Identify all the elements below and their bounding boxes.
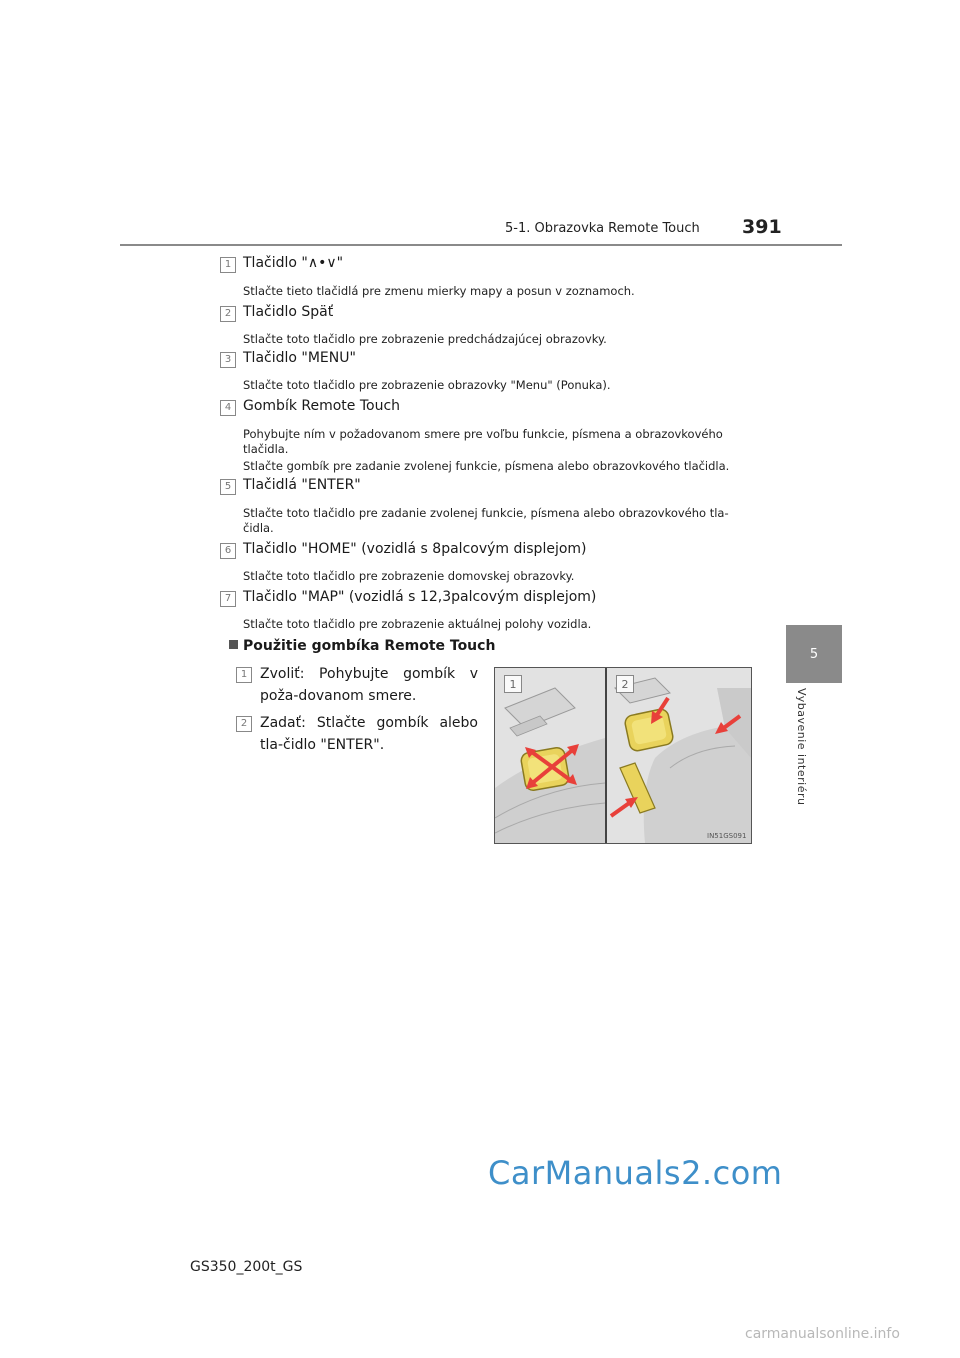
section-heading-text: Použitie gombíka Remote Touch bbox=[243, 638, 496, 654]
item-number-4: 4 bbox=[220, 400, 236, 416]
item-desc-4: Pohybujte ním v požadovanom smere pre voľbu funkcie, písmena a obrazovkového tlačidla. bbox=[243, 427, 723, 456]
item-desc-3: Stlačte toto tlačidlo pre zobrazenie obrazovky "Menu" (Ponuka). bbox=[243, 378, 611, 392]
item-title-5: Tlačidlá "ENTER" bbox=[243, 477, 361, 493]
page-number: 391 bbox=[742, 216, 782, 238]
figure-code: IN51GS091 bbox=[707, 832, 747, 840]
figure-label-1: 1 bbox=[504, 675, 522, 693]
chapter-title: Vybavenie interiéru bbox=[795, 688, 808, 806]
item-title-3: Tlačidlo "MENU" bbox=[243, 350, 356, 366]
step-text-2: Zadať: Stlačte gombík alebo tla-čidlo "ENTER". bbox=[260, 715, 478, 753]
square-bullet-icon bbox=[229, 640, 238, 649]
item-number-2: 2 bbox=[220, 306, 236, 322]
item-title-4: Gombík Remote Touch bbox=[243, 398, 401, 414]
header-rule bbox=[120, 244, 842, 246]
item-number-7: 7 bbox=[220, 591, 236, 607]
watermark-carmanualsonline[interactable]: carmanualsonline.info bbox=[745, 1326, 900, 1342]
section-title: 5-1. Obrazovka Remote Touch bbox=[505, 221, 700, 236]
remote-touch-figure bbox=[494, 667, 752, 844]
item-number-3: 3 bbox=[220, 352, 236, 368]
step-number-1: 1 bbox=[236, 667, 252, 683]
item-title-7: Tlačidlo "MAP" (vozidlá s 12,3palcovým displejom) bbox=[243, 589, 597, 605]
item-title-2: Tlačidlo Späť bbox=[243, 304, 334, 320]
item-desc-4b: Stlačte gombík pre zadanie zvolenej funkcie, písmena alebo obrazovkového tlačidla. bbox=[243, 459, 730, 473]
item-desc-2: Stlačte toto tlačidlo pre zobrazenie predchádzajúcej obrazovky. bbox=[243, 332, 607, 346]
step-number-2: 2 bbox=[236, 716, 252, 732]
item-title-1: Tlačidlo "∧•∨" bbox=[243, 255, 344, 271]
item-title-6: Tlačidlo "HOME" (vozidlá s 8palcovým displejom) bbox=[243, 541, 587, 557]
item-desc-1: Stlačte tieto tlačidlá pre zmenu mierky mapy a posun v zoznamoch. bbox=[243, 284, 635, 298]
item-number-5: 5 bbox=[220, 479, 236, 495]
item-desc-5: Stlačte toto tlačidlo pre zadanie zvolenej funkcie, písmena alebo obrazovkového tla-čidla. bbox=[243, 506, 729, 535]
remote-touch-illustration bbox=[495, 668, 751, 843]
step-text-1: Zvoliť: Pohybujte gombík v poža-dovanom smere. bbox=[260, 666, 478, 704]
item-number-6: 6 bbox=[220, 543, 236, 559]
footer-model: GS350_200t_GS bbox=[190, 1259, 303, 1275]
section-heading bbox=[229, 638, 495, 654]
watermark-carmanuals2[interactable]: CarManuals2.com bbox=[488, 1154, 783, 1192]
figure-label-2: 2 bbox=[616, 675, 634, 693]
item-desc-6: Stlačte toto tlačidlo pre zobrazenie domovskej obrazovky. bbox=[243, 569, 575, 583]
item-number-1: 1 bbox=[220, 257, 236, 273]
item-desc-7: Stlačte toto tlačidlo pre zobrazenie aktuálnej polohy vozidla. bbox=[243, 617, 592, 631]
chapter-tab: 5 bbox=[786, 625, 842, 683]
